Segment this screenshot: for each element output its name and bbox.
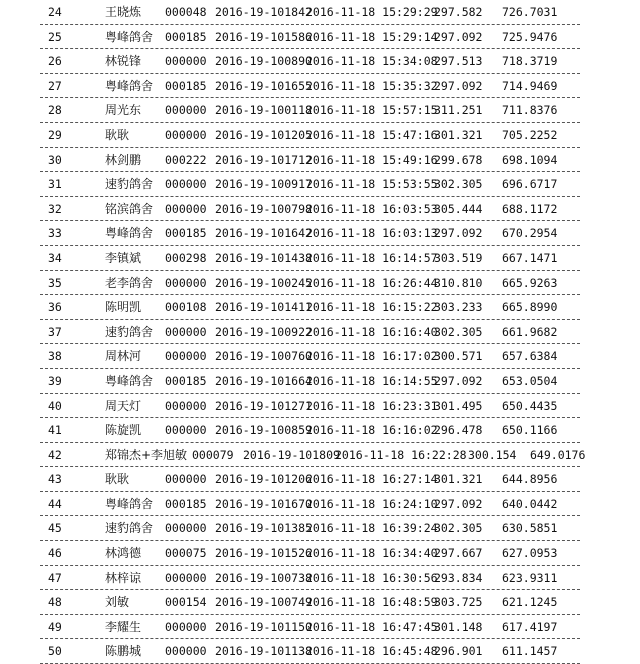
arrival-time-cell: 2016-11-18 15:29:29 xyxy=(306,5,438,19)
arrival-time-cell: 2016-11-18 15:34:08 xyxy=(306,54,438,69)
speed-cell: 711.8376 xyxy=(502,103,558,118)
ring-number-cell: 2016-19-101664 xyxy=(215,373,312,388)
speed-cell: 698.1094 xyxy=(502,152,558,167)
rank-cell: 30 xyxy=(48,152,62,167)
member-code-cell: 000185 xyxy=(165,373,207,388)
member-code-cell: 000000 xyxy=(165,275,207,290)
rank-cell: 47 xyxy=(48,570,62,585)
rank-cell: 49 xyxy=(48,619,62,634)
distance-cell: 301.148 xyxy=(434,619,483,634)
distance-cell: 311.251 xyxy=(434,103,483,118)
speed-cell: 670.2954 xyxy=(502,226,558,241)
table-row xyxy=(0,467,640,492)
loft-name-cell: 刘敏 xyxy=(105,595,130,610)
loft-name-cell: 周光东 xyxy=(105,103,142,118)
arrival-time-cell: 2016-11-18 16:15:22 xyxy=(306,300,438,315)
rank-cell: 37 xyxy=(48,324,62,339)
distance-cell: 297.092 xyxy=(434,496,483,511)
table-row xyxy=(0,418,640,443)
ring-number-cell: 2016-19-101670 xyxy=(215,496,312,511)
loft-name-cell: 周林河 xyxy=(105,349,142,364)
table-row xyxy=(0,49,640,74)
distance-cell: 297.582 xyxy=(434,5,483,19)
loft-name-cell: 耿耿 xyxy=(105,127,130,142)
member-code-cell: 000079 xyxy=(192,447,234,462)
rank-cell: 24 xyxy=(48,5,62,19)
member-code-cell: 000000 xyxy=(165,103,207,118)
rank-cell: 36 xyxy=(48,300,62,315)
loft-name-cell: 速豹鸽舍 xyxy=(105,177,154,192)
distance-cell: 300.154 xyxy=(468,447,517,462)
ring-number-cell: 2016-19-100890 xyxy=(215,54,312,69)
arrival-time-cell: 2016-11-18 15:49:16 xyxy=(306,152,438,167)
member-code-cell: 000000 xyxy=(165,472,207,487)
rank-cell: 29 xyxy=(48,127,62,142)
distance-cell: 297.667 xyxy=(434,546,483,561)
distance-cell: 297.513 xyxy=(434,54,483,69)
member-code-cell: 000000 xyxy=(165,201,207,216)
member-code-cell: 000000 xyxy=(165,177,207,192)
arrival-time-cell: 2016-11-18 16:16:02 xyxy=(306,423,438,438)
table-row xyxy=(0,295,640,320)
rank-cell: 32 xyxy=(48,201,62,216)
loft-name-cell: 粤峰鸽舍 xyxy=(105,373,154,388)
arrival-time-cell: 2016-11-18 16:34:40 xyxy=(306,546,438,561)
table-row xyxy=(0,516,640,541)
ring-number-cell: 2016-19-101655 xyxy=(215,78,312,93)
speed-cell: 705.2252 xyxy=(502,127,558,142)
table-row xyxy=(0,172,640,197)
member-code-cell: 000075 xyxy=(165,546,207,561)
speed-cell: 714.9469 xyxy=(502,78,558,93)
rank-cell: 41 xyxy=(48,423,62,438)
speed-cell: 725.9476 xyxy=(502,29,558,44)
arrival-time-cell: 2016-11-18 16:45:48 xyxy=(306,644,438,659)
table-row xyxy=(0,320,640,345)
arrival-time-cell: 2016-11-18 16:03:13 xyxy=(306,226,438,241)
speed-cell: 650.1166 xyxy=(502,423,558,438)
rank-cell: 39 xyxy=(48,373,62,388)
rank-cell: 26 xyxy=(48,54,62,69)
ring-number-cell: 2016-19-101411 xyxy=(215,300,312,315)
loft-name-cell: 陈明凯 xyxy=(105,300,142,315)
ring-number-cell: 2016-19-100738 xyxy=(215,570,312,585)
member-code-cell: 000048 xyxy=(165,5,207,19)
table-row xyxy=(0,246,640,271)
table-row xyxy=(0,271,640,296)
speed-cell: 611.1457 xyxy=(502,644,558,659)
speed-cell: 617.4197 xyxy=(502,619,558,634)
ring-number-cell: 2016-19-101205 xyxy=(215,127,312,142)
member-code-cell: 000154 xyxy=(165,595,207,610)
loft-name-cell: 粤峰鸽舍 xyxy=(105,226,154,241)
arrival-time-cell: 2016-11-18 15:47:16 xyxy=(306,127,438,142)
table-row xyxy=(0,369,640,394)
member-code-cell: 000000 xyxy=(165,127,207,142)
ring-number-cell: 2016-19-101150 xyxy=(215,619,312,634)
distance-cell: 296.478 xyxy=(434,423,483,438)
speed-cell: 665.9263 xyxy=(502,275,558,290)
loft-name-cell: 铭滨鸽舍 xyxy=(105,201,154,216)
speed-cell: 621.1245 xyxy=(502,595,558,610)
table-row xyxy=(0,394,640,419)
speed-cell: 718.3719 xyxy=(502,54,558,69)
distance-cell: 302.305 xyxy=(434,177,483,192)
distance-cell: 299.678 xyxy=(434,152,483,167)
loft-name-cell: 林鸿德 xyxy=(105,546,142,561)
arrival-time-cell: 2016-11-18 16:23:31 xyxy=(306,398,438,413)
rank-cell: 40 xyxy=(48,398,62,413)
loft-name-cell: 陈鹏城 xyxy=(105,644,142,659)
ring-number-cell: 2016-19-101438 xyxy=(215,250,312,265)
arrival-time-cell: 2016-11-18 16:22:28 xyxy=(335,447,467,462)
speed-cell: 630.5851 xyxy=(502,521,558,536)
speed-cell: 649.0176 xyxy=(530,447,586,462)
rank-cell: 27 xyxy=(48,78,62,93)
arrival-time-cell: 2016-11-18 16:14:57 xyxy=(306,250,438,265)
loft-name-cell: 速豹鸽舍 xyxy=(105,521,154,536)
member-code-cell: 000000 xyxy=(165,54,207,69)
table-row xyxy=(0,74,640,99)
rank-cell: 31 xyxy=(48,177,62,192)
rank-cell: 33 xyxy=(48,226,62,241)
arrival-time-cell: 2016-11-18 16:30:56 xyxy=(306,570,438,585)
ring-number-cell: 2016-19-100917 xyxy=(215,177,312,192)
arrival-time-cell: 2016-11-18 16:47:45 xyxy=(306,619,438,634)
table-row xyxy=(0,344,640,369)
member-code-cell: 000000 xyxy=(165,349,207,364)
distance-cell: 303.519 xyxy=(434,250,483,265)
ring-number-cell: 2016-19-100760 xyxy=(215,349,312,364)
member-code-cell: 000000 xyxy=(165,644,207,659)
speed-cell: 688.1172 xyxy=(502,201,558,216)
distance-cell: 297.092 xyxy=(434,226,483,241)
arrival-time-cell: 2016-11-18 16:27:14 xyxy=(306,472,438,487)
loft-name-cell: 郑锦杰+李旭敏 xyxy=(105,447,188,462)
member-code-cell: 000000 xyxy=(165,521,207,536)
table-row xyxy=(0,25,640,50)
arrival-time-cell: 2016-11-18 15:57:15 xyxy=(306,103,438,118)
arrival-time-cell: 2016-11-18 16:48:59 xyxy=(306,595,438,610)
table-row xyxy=(0,123,640,148)
distance-cell: 303.233 xyxy=(434,300,483,315)
speed-cell: 657.6384 xyxy=(502,349,558,364)
loft-name-cell: 李镇斌 xyxy=(105,250,142,265)
rank-cell: 45 xyxy=(48,521,62,536)
loft-name-cell: 陈旋凯 xyxy=(105,423,142,438)
distance-cell: 302.305 xyxy=(434,521,483,536)
distance-cell: 302.305 xyxy=(434,324,483,339)
distance-cell: 301.321 xyxy=(434,127,483,142)
distance-cell: 301.321 xyxy=(434,472,483,487)
ring-number-cell: 2016-19-100859 xyxy=(215,423,312,438)
loft-name-cell: 林梓谅 xyxy=(105,570,142,585)
speed-cell: 627.0953 xyxy=(502,546,558,561)
ring-number-cell: 2016-19-101206 xyxy=(215,472,312,487)
member-code-cell: 000108 xyxy=(165,300,207,315)
loft-name-cell: 老李鸽舍 xyxy=(105,275,154,290)
rank-cell: 44 xyxy=(48,496,62,511)
rank-cell: 28 xyxy=(48,103,62,118)
rank-cell: 25 xyxy=(48,29,62,44)
ring-number-cell: 2016-19-100245 xyxy=(215,275,312,290)
ring-number-cell: 2016-19-101138 xyxy=(215,644,312,659)
distance-cell: 297.092 xyxy=(434,78,483,93)
distance-cell: 297.092 xyxy=(434,373,483,388)
table-row xyxy=(0,98,640,123)
loft-name-cell: 速豹鸽舍 xyxy=(105,324,154,339)
loft-name-cell: 粤峰鸽舍 xyxy=(105,78,154,93)
ring-number-cell: 2016-19-101842 xyxy=(215,5,312,19)
table-row xyxy=(0,0,640,25)
member-code-cell: 000185 xyxy=(165,78,207,93)
member-code-cell: 000000 xyxy=(165,619,207,634)
loft-name-cell: 周天灯 xyxy=(105,398,142,413)
arrival-time-cell: 2016-11-18 16:14:55 xyxy=(306,373,438,388)
ring-number-cell: 2016-19-101642 xyxy=(215,226,312,241)
arrival-time-cell: 2016-11-18 16:39:24 xyxy=(306,521,438,536)
loft-name-cell: 粤峰鸽舍 xyxy=(105,496,154,511)
arrival-time-cell: 2016-11-18 16:26:44 xyxy=(306,275,438,290)
member-code-cell: 000185 xyxy=(165,496,207,511)
member-code-cell: 000000 xyxy=(165,398,207,413)
member-code-cell: 000000 xyxy=(165,324,207,339)
distance-cell: 296.901 xyxy=(434,644,483,659)
speed-cell: 665.8990 xyxy=(502,300,558,315)
ring-number-cell: 2016-19-101586 xyxy=(215,29,312,44)
table-row xyxy=(0,639,640,664)
speed-cell: 644.8956 xyxy=(502,472,558,487)
ring-number-cell: 2016-19-100749 xyxy=(215,595,312,610)
member-code-cell: 000000 xyxy=(165,423,207,438)
ring-number-cell: 2016-19-100118 xyxy=(215,103,312,118)
rank-cell: 43 xyxy=(48,472,62,487)
distance-cell: 300.571 xyxy=(434,349,483,364)
table-row xyxy=(0,148,640,173)
ring-number-cell: 2016-19-100922 xyxy=(215,324,312,339)
table-row xyxy=(0,566,640,591)
arrival-time-cell: 2016-11-18 16:17:02 xyxy=(306,349,438,364)
speed-cell: 653.0504 xyxy=(502,373,558,388)
arrival-time-cell: 2016-11-18 15:53:55 xyxy=(306,177,438,192)
rank-cell: 50 xyxy=(48,644,62,659)
loft-name-cell: 林剑鹏 xyxy=(105,152,142,167)
rank-cell: 46 xyxy=(48,546,62,561)
arrival-time-cell: 2016-11-18 16:24:10 xyxy=(306,496,438,511)
table-row xyxy=(0,443,640,468)
member-code-cell: 000185 xyxy=(165,29,207,44)
table-row xyxy=(0,615,640,640)
arrival-time-cell: 2016-11-18 15:29:14 xyxy=(306,29,438,44)
loft-name-cell: 粤峰鸽舍 xyxy=(105,29,154,44)
table-row xyxy=(0,492,640,517)
member-code-cell: 000222 xyxy=(165,152,207,167)
member-code-cell: 000185 xyxy=(165,226,207,241)
loft-name-cell: 耿耿 xyxy=(105,472,130,487)
ring-number-cell: 2016-19-100798 xyxy=(215,201,312,216)
speed-cell: 650.4435 xyxy=(502,398,558,413)
table-row xyxy=(0,197,640,222)
arrival-time-cell: 2016-11-18 15:35:32 xyxy=(306,78,438,93)
ring-number-cell: 2016-19-101809 xyxy=(243,447,340,462)
member-code-cell: 000000 xyxy=(165,570,207,585)
rank-cell: 35 xyxy=(48,275,62,290)
loft-name-cell: 王晓炼 xyxy=(105,5,142,19)
rank-cell: 38 xyxy=(48,349,62,364)
loft-name-cell: 林锐锋 xyxy=(105,54,142,69)
table-row xyxy=(0,590,640,615)
distance-cell: 293.834 xyxy=(434,570,483,585)
distance-cell: 301.495 xyxy=(434,398,483,413)
arrival-time-cell: 2016-11-18 16:03:53 xyxy=(306,201,438,216)
loft-name-cell: 李耀生 xyxy=(105,619,142,634)
speed-cell: 661.9682 xyxy=(502,324,558,339)
speed-cell: 726.7031 xyxy=(502,5,558,19)
speed-cell: 623.9311 xyxy=(502,570,558,585)
distance-cell: 310.810 xyxy=(434,275,483,290)
ring-number-cell: 2016-19-101526 xyxy=(215,546,312,561)
speed-cell: 667.1471 xyxy=(502,250,558,265)
distance-cell: 303.725 xyxy=(434,595,483,610)
ring-number-cell: 2016-19-101385 xyxy=(215,521,312,536)
speed-cell: 696.6717 xyxy=(502,177,558,192)
rank-cell: 42 xyxy=(48,447,62,462)
rank-cell: 48 xyxy=(48,595,62,610)
distance-cell: 297.092 xyxy=(434,29,483,44)
ring-number-cell: 2016-19-101271 xyxy=(215,398,312,413)
table-row xyxy=(0,541,640,566)
table-row xyxy=(0,221,640,246)
member-code-cell: 000298 xyxy=(165,250,207,265)
rank-cell: 34 xyxy=(48,250,62,265)
ring-number-cell: 2016-19-101712 xyxy=(215,152,312,167)
distance-cell: 305.444 xyxy=(434,201,483,216)
arrival-time-cell: 2016-11-18 16:16:40 xyxy=(306,324,438,339)
speed-cell: 640.0442 xyxy=(502,496,558,511)
